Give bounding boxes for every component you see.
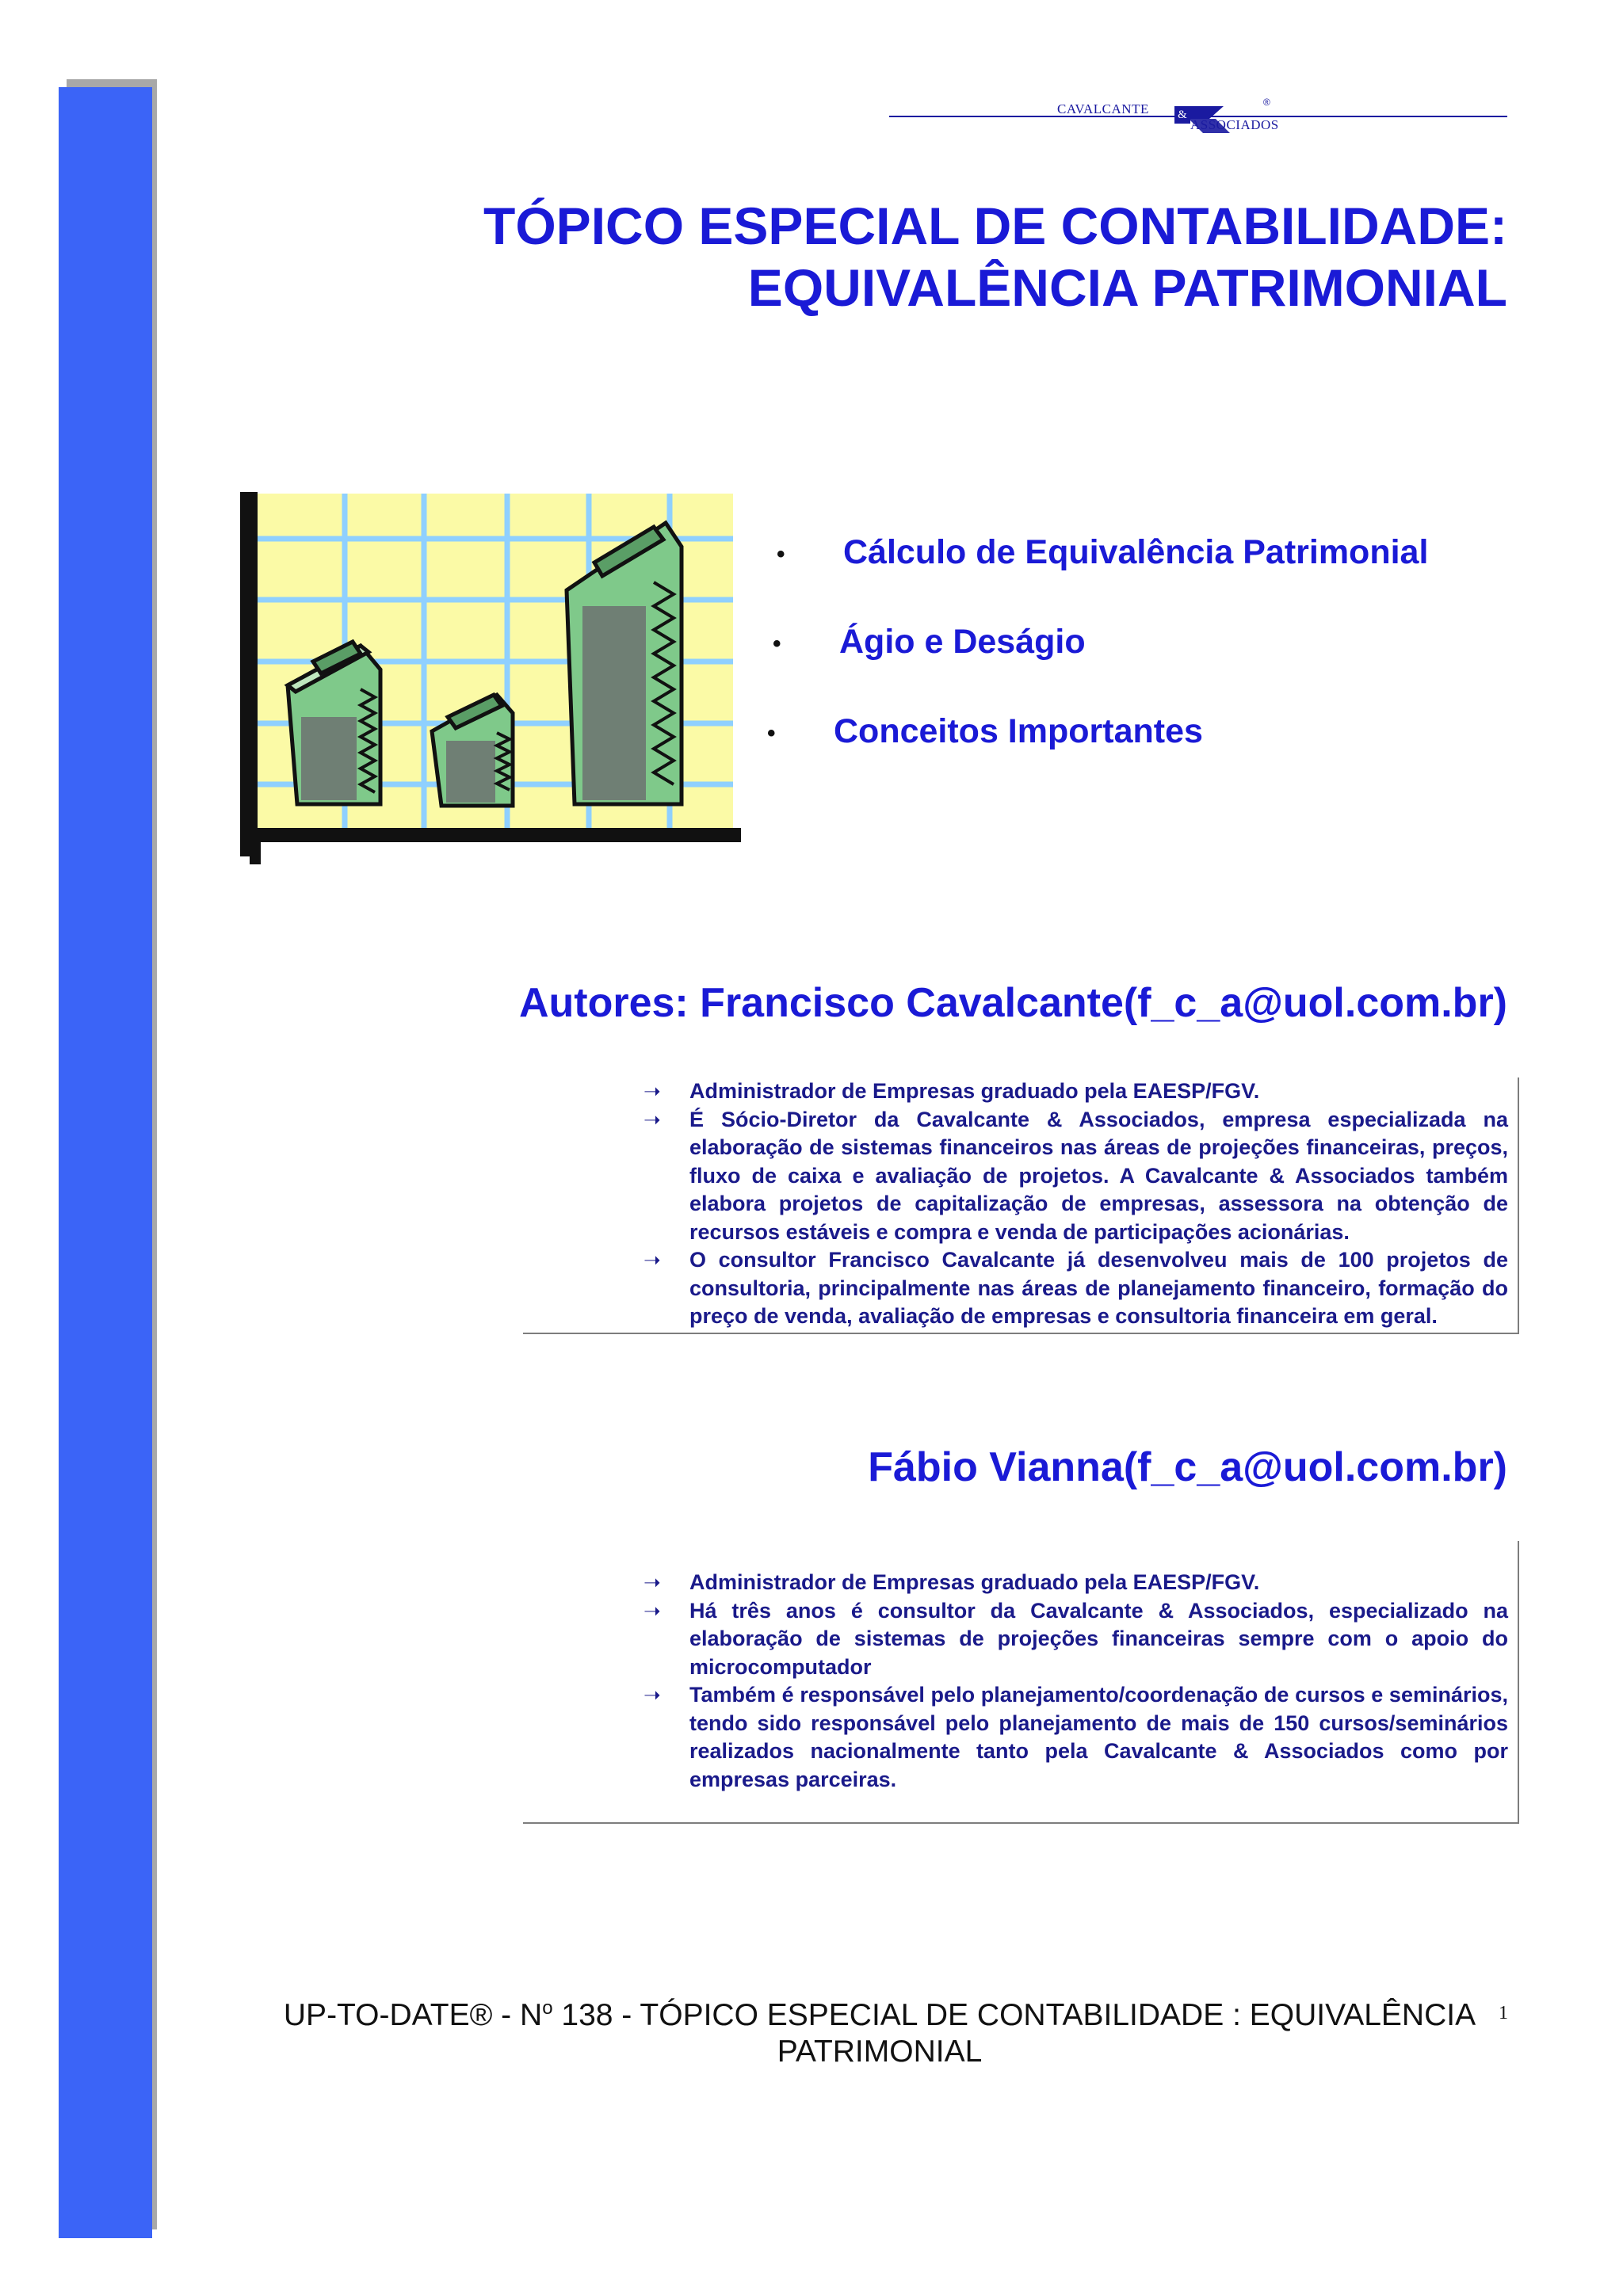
topic-item <box>777 533 1428 572</box>
logo-text-cavalcante: CAVALCANTE <box>1057 101 1149 116</box>
arrow-icon: ➝ <box>643 1107 661 1131</box>
topic-label: Cálculo de Equivalência Patrimonial <box>843 533 1429 571</box>
arrow-icon: ➝ <box>643 1570 661 1594</box>
footer-line-2: PATRIMONIAL <box>777 2035 983 2069</box>
page-footer <box>238 1990 1522 2070</box>
bio-item: ➝ Administrador de Empresas graduado pela EAESP/FGV. <box>523 1569 1518 1597</box>
blue-sidebar-band <box>59 87 152 2238</box>
page-number: 1 <box>1499 2003 1508 2023</box>
bio-item: ➝ O consultor Francisco Cavalcante já desenvolveu mais de 100 projetos de consultoria, principalmente nas áreas de planejamento financeiro, formação do preço de venda, avaliação de empresas e consultoria financeira em geral. <box>643 1248 1508 1328</box>
bullet-icon: • <box>777 541 785 567</box>
author-bio-fabio <box>523 1541 1519 1824</box>
title-line-1: TÓPICO ESPECIAL DE CONTABILIDADE: <box>483 196 1507 255</box>
arrow-icon: ➝ <box>643 1683 661 1707</box>
topic-item <box>767 712 1203 751</box>
logo-registered-mark: ® <box>1263 97 1270 108</box>
logo-ampersand: & <box>1174 106 1190 124</box>
topic-label: Ágio e Deságio <box>839 623 1086 661</box>
company-logo <box>889 97 1507 138</box>
title-line-2: EQUIVALÊNCIA PATRIMONIAL <box>747 258 1507 317</box>
topic-item <box>773 623 1086 662</box>
footer-line-1: UP-TO-DATE® - $N^o$ 138 - TÓPICO ESPECIAL DE CONTABILIDADE : EQUIVALÊNCIA <box>283 1997 1476 2032</box>
bio-item: ➝ É Sócio-Diretor da Cavalcante & Associados, empresa especializada na elaboração de sistemas financeiros nas áreas de projeções financeiras, preços, fluxo de caixa e avaliação de projetos. A Cavalcante & Associados também elabora projetos de capitalização de empresas, assessora na obtenção de recursos estáveis e compra e venda de participações acionárias. <box>643 1107 1508 1244</box>
bullet-icon: • <box>773 631 781 657</box>
document-title <box>483 195 1507 318</box>
arrow-icon: ➝ <box>643 1248 661 1272</box>
topic-label: Conceitos Importantes <box>834 712 1203 750</box>
bio-item: ➝ Administrador de Empresas graduado pela EAESP/FGV. <box>523 1077 1518 1106</box>
arrow-icon: ➝ <box>643 1598 661 1623</box>
arrow-icon: ➝ <box>643 1079 661 1103</box>
bio-item: ➝ Também é responsável pelo planejamento/coordenação de cursos e seminários, tendo sido responsável pelo planejamento de mais de 150 cursos/seminários realizados nacionalmente tanto pela Cavalcante & Associados como por empresas parceiras. <box>643 1683 1508 1791</box>
author-heading-fabio: Fábio Vianna(f_c_a@uol.com.br) <box>868 1444 1507 1490</box>
author-heading-francisco: Autores: Francisco Cavalcante(f_c_a@uol.com.br) <box>518 980 1507 1026</box>
bio-item: ➝ Há três anos é consultor da Cavalcante & Associados, especializado na elaboração de sistemas de projeções financeiras sempre com o apoio do microcomputador <box>643 1598 1508 1679</box>
money-bar-chart-illustration <box>234 487 741 868</box>
author-bio-francisco <box>523 1077 1519 1334</box>
bullet-icon: • <box>767 720 776 746</box>
logo-text-associados: ASSOCIADOS <box>1190 117 1279 132</box>
